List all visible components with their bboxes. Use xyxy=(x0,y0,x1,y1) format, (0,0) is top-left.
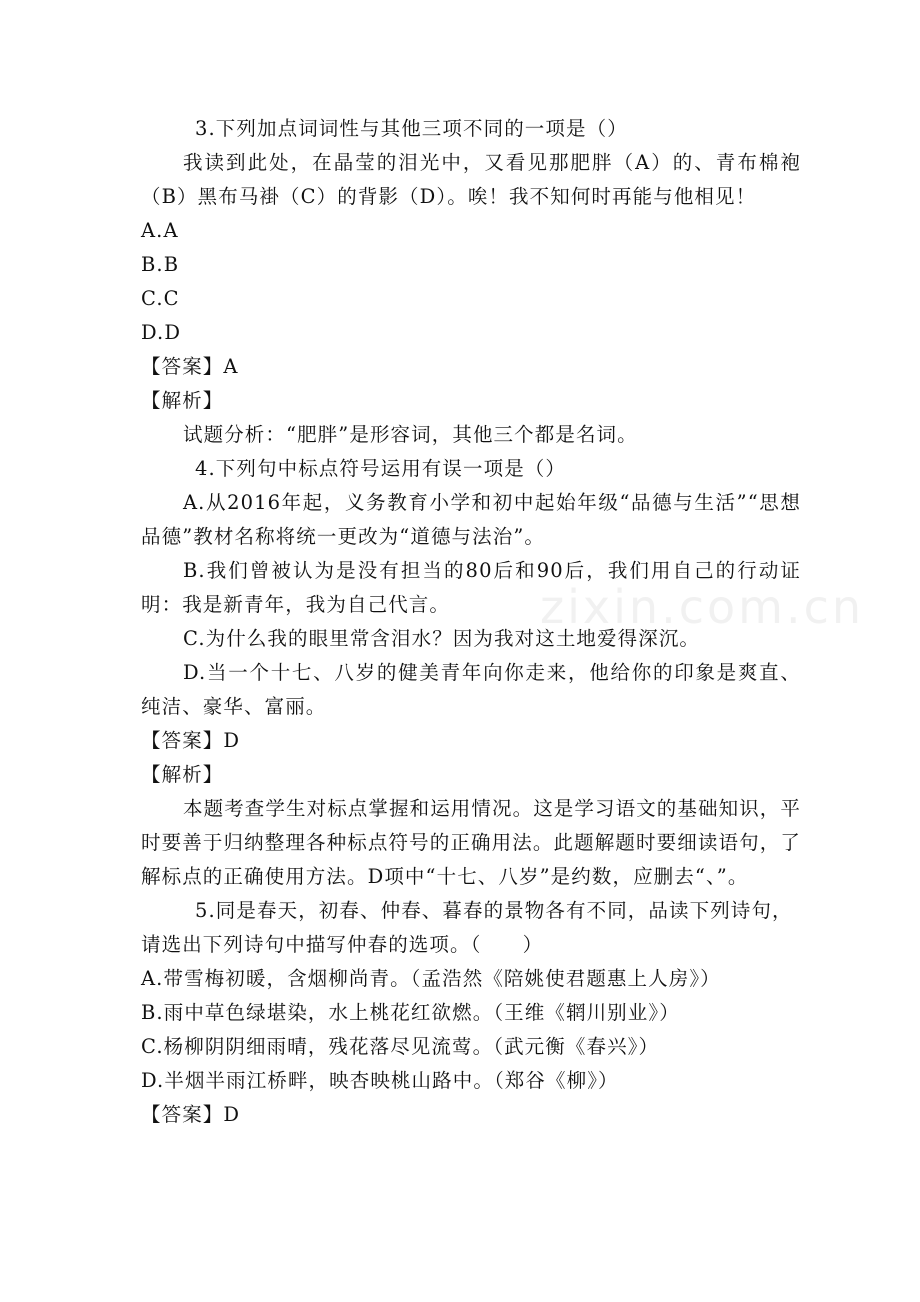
question-4-analysis: 本题考查学生对标点掌握和运用情况。这是学习语文的基础知识，平时要善于归纳整理各种标点符号的正确用法。此题解题时要细读语句，了解标点的正确使用方法。D项中“十七、八岁”是约数，应删去“、”。 xyxy=(141,797,802,888)
question-5-option-c: C.杨柳阴阴细雨晴，残花落尽见流莺。（武元衡《春兴》） xyxy=(141,1035,660,1058)
question-4-analysis-label: 【解析】 xyxy=(141,763,224,786)
question-3 xyxy=(141,112,801,452)
question-4 xyxy=(141,452,801,894)
question-4-answer: 【答案】D xyxy=(141,729,241,752)
question-5-stem: 5.同是春天，初春、仲春、暮春的景物各有不同，品读下列诗句，请选出下列诗句中描写仲春的选项。（ ） xyxy=(141,899,793,956)
question-5-option-b: B.雨中草色绿堪染，水上桃花红欲燃。（王维《辋川别业》） xyxy=(141,1001,680,1024)
question-4-option-a: A.从2016年起，义务教育小学和初中起始年级“品德与生活”“思想品德”教材名称将统一更改为“道德与法治”。 xyxy=(141,491,801,548)
question-3-analysis: 试题分析：“肥胖”是形容词，其他三个都是名词。 xyxy=(183,423,638,446)
question-3-passage: 我读到此处，在晶莹的泪光中，又看见那肥胖（A）的、青布棉袍（B）黑布马褂（C）的背影（D）。唉！我不知何时再能与他相见！ xyxy=(141,151,801,208)
question-3-option-d: D.D xyxy=(141,321,182,344)
question-3-option-c: C.C xyxy=(141,287,180,310)
question-5 xyxy=(141,894,801,1132)
question-3-analysis-label: 【解析】 xyxy=(141,389,224,412)
question-5-option-a: A.带雪梅初暖，含烟柳尚青。（孟浩然《陪姚使君题惠上人房》） xyxy=(141,967,721,990)
document-body xyxy=(141,112,801,1132)
question-4-option-d: D.当一个十七、八岁的健美青年向你走来，他给你的印象是爽直、纯洁、豪华、富丽。 xyxy=(141,661,801,718)
question-4-option-b: B.我们曾被认为是没有担当的80后和90后，我们用自己的行动证明：我是新青年，我为自己代言。 xyxy=(141,559,801,616)
question-3-answer: 【答案】A xyxy=(141,355,239,378)
question-4-option-c: C.为什么我的眼里常含泪水？因为我对这土地爱得深沉。 xyxy=(183,627,701,650)
watermark: zixin.com.cn xyxy=(540,580,865,634)
question-4-stem: 4.下列句中标点符号运用有误一项是（） xyxy=(195,457,567,480)
question-5-option-d: D.半烟半雨江桥畔，映杏映桃山路中。（郑谷《柳》） xyxy=(141,1069,619,1092)
question-5-answer: 【答案】D xyxy=(141,1103,241,1126)
question-3-option-b: B.B xyxy=(141,253,180,276)
question-3-option-a: A.A xyxy=(141,219,179,242)
question-3-stem: 3.下列加点词词性与其他三项不同的一项是（） xyxy=(195,117,628,140)
